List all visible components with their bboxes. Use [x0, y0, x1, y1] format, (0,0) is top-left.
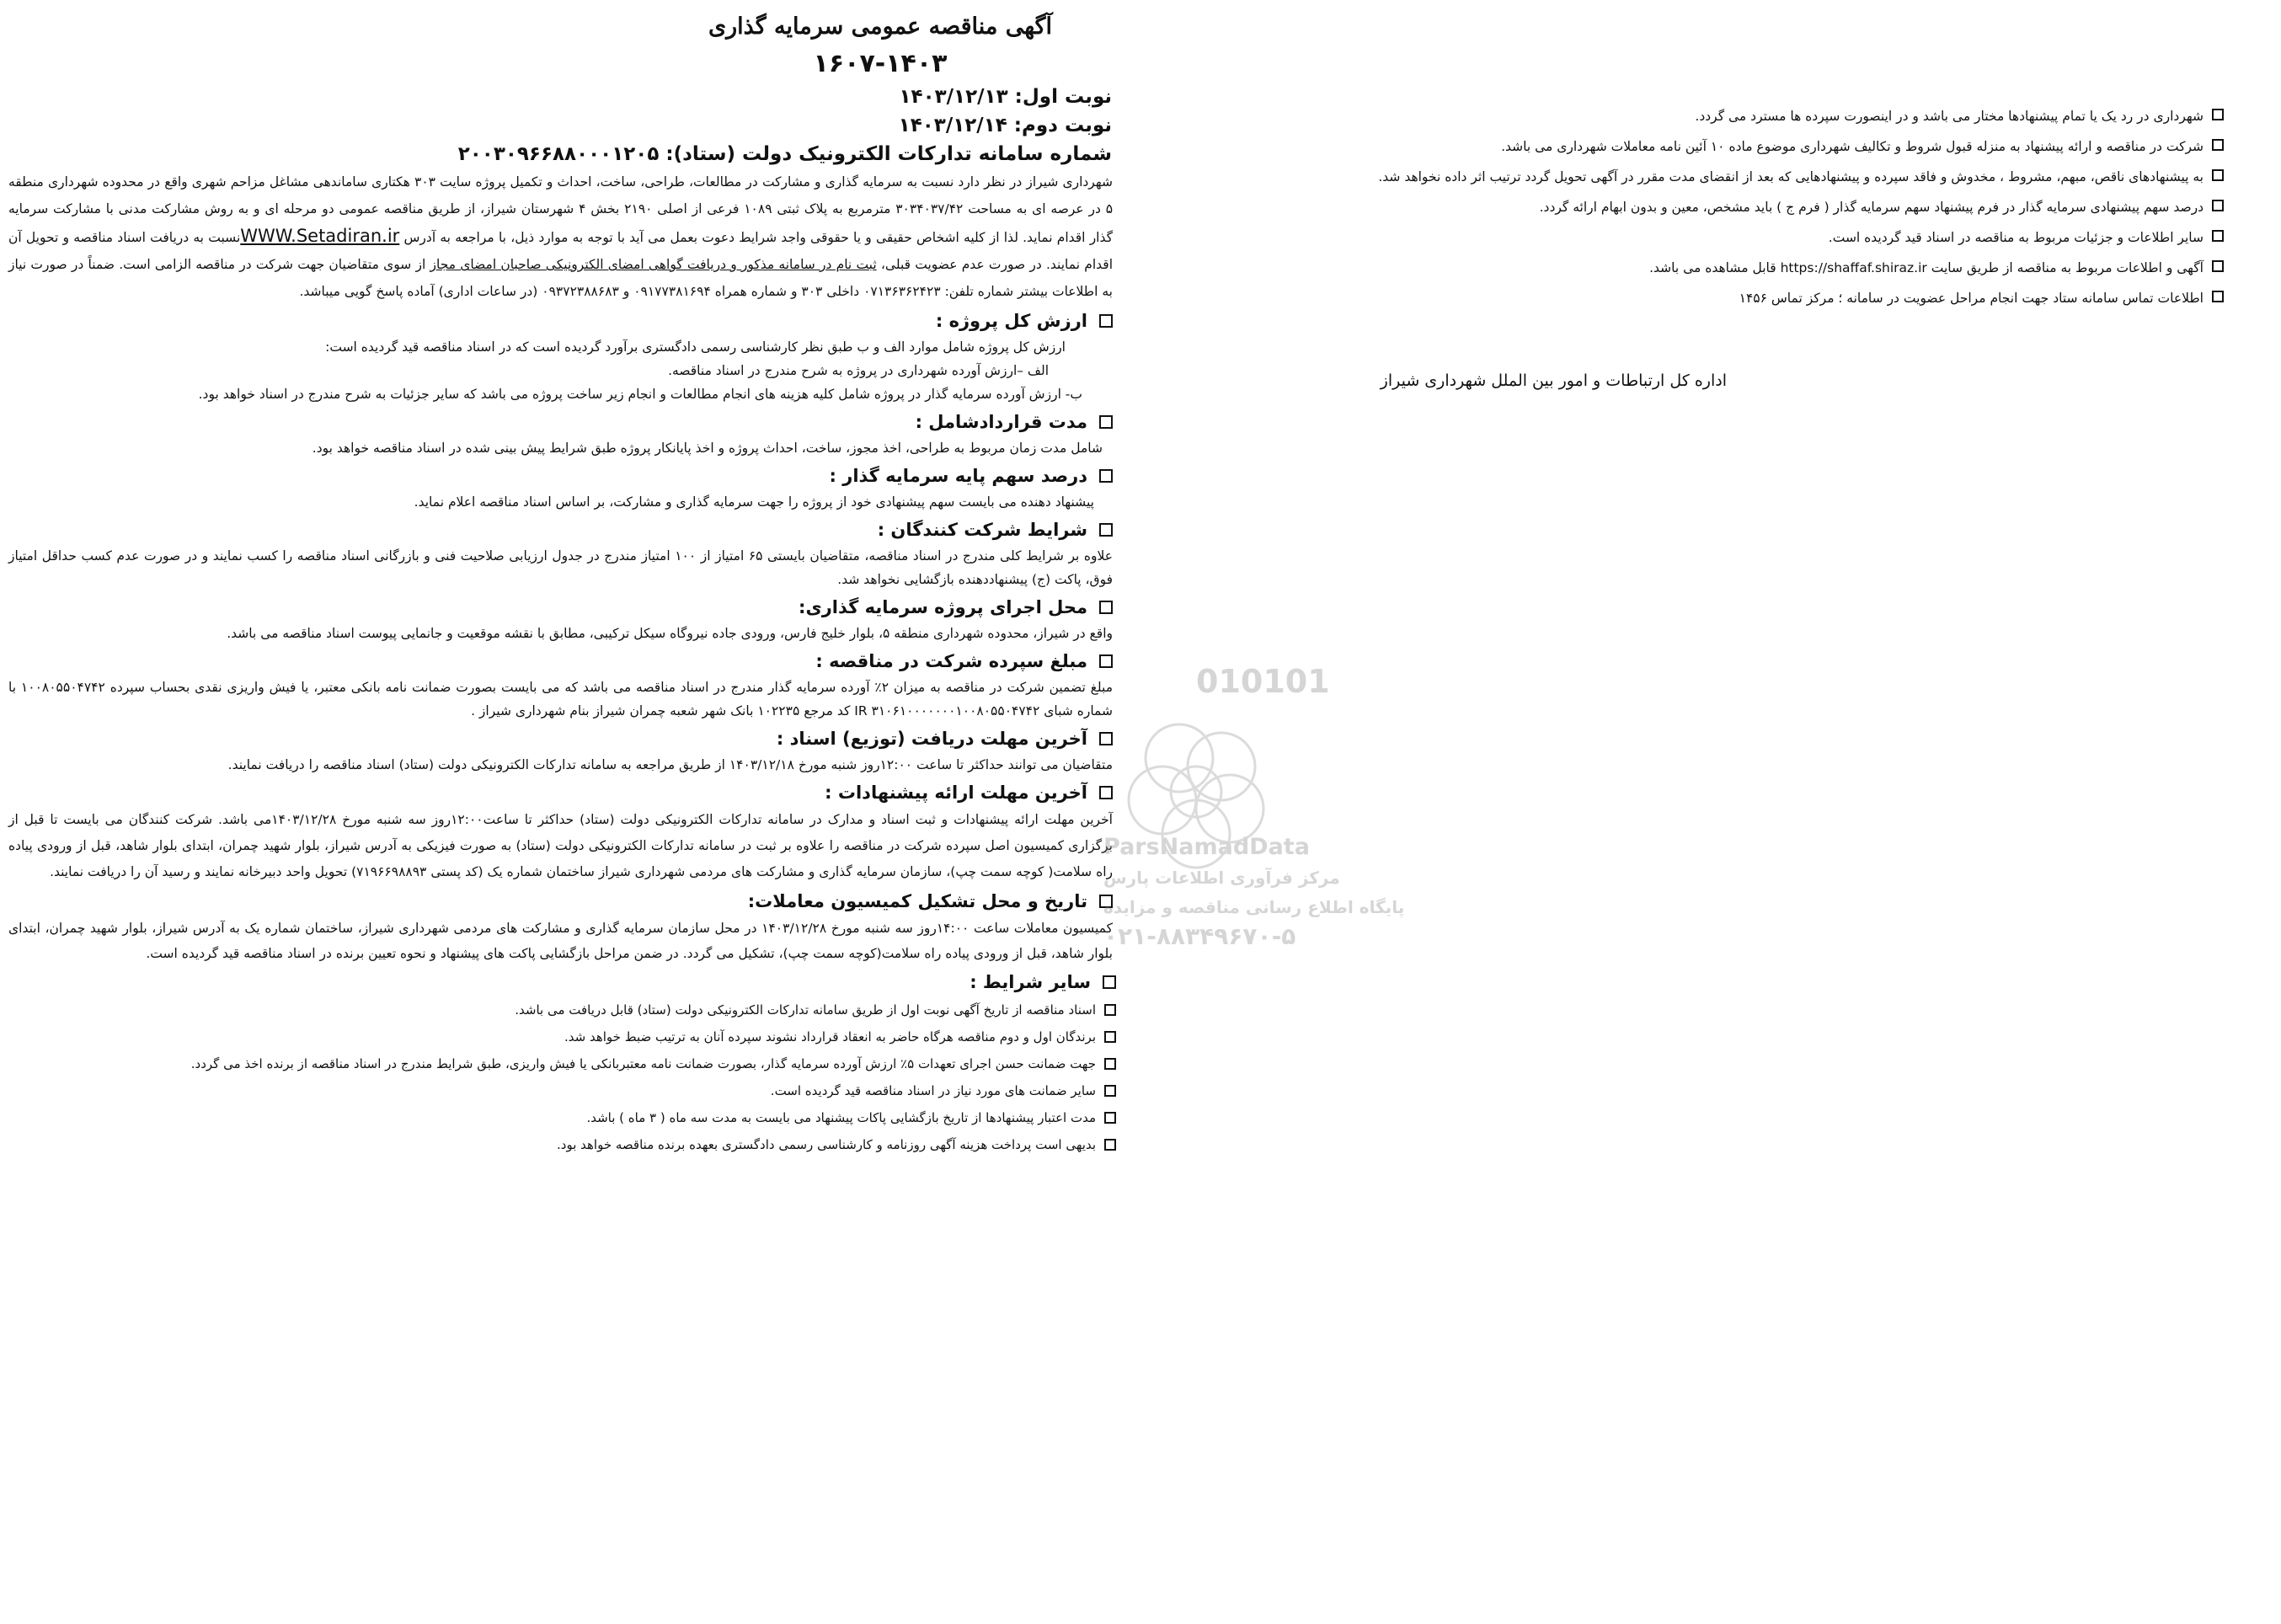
section-body: مبلغ تضمین شرکت در مناقصه به میزان ۲٪ آورده سرمایه گذار مندرج در اسناد مناقصه می باشد که می بایست بصورت ضمانت نامه بانکی معتبر، یا فیش واریزی نقدی بحساب سپرده ۱۰۰۸۰۵۵۰۴۷۴۲ با شماره شبای IR ۳۱۰۶۱۰۰۰۰۰۰۰۱۰۰۸۰۵۵۰۴۷۴۲ کد مرجع ۱۰۲۲۳۵ بانک شهر شعبه چمران شیراز بنام شهرداری شیراز . — [8, 680, 1114, 719]
setad-number: شماره سامانه تدارکات الکترونیک دولت (ستاد): ۲۰۰۳۰۹۶۶۸۸۰۰۰۱۲۰۵ — [457, 143, 1112, 165]
intro-paragraph — [8, 168, 1116, 305]
body-line: ارزش کل پروژه شامل موارد الف و ب طبق نظر کارشناسی رسمی دادگستری برآورد گردیده است که در اسناد مناقصه قید گردیده است: — [325, 339, 1066, 355]
watermark-brand: ParsNamadData — [1103, 834, 1310, 860]
checkbox-icon — [1099, 523, 1113, 537]
other-conditions-list — [8, 996, 1116, 1158]
checkbox-icon — [2212, 291, 2224, 302]
list-item-text: اسناد مناقصه از تاریخ آگهی نوبت اول از طریق سامانه تدارکات الکترونیکی دولت (ستاد) قابل دریافت می باشد. — [515, 1002, 1096, 1018]
checkbox-icon — [1099, 314, 1113, 328]
section-conditions — [8, 516, 1116, 591]
heading-text: ارزش کل پروژه : — [935, 311, 1087, 331]
list-item-text: جهت ضمانت حسن اجرای تعهدات ۵٪ ارزش آورده سرمایه گذار، بصورت ضمانت نامه معتبربانکی یا فیش واریزی، طبق شرایط مندرج در اسناد مناقصه از برنده اخذ می گردد. — [190, 1056, 1096, 1071]
list-item — [1120, 253, 2224, 283]
section-heading — [8, 462, 1116, 490]
section-heading — [8, 647, 1116, 676]
watermark-phone: ۰۲۱-۸۸۳۴۹۶۷۰-۵ — [1103, 922, 1296, 950]
note-text: آگهی و اطلاعات مربوط به مناقصه از طریق سایت https://shaffaf.shiraz.ir قابل مشاهده می باشد. — [1649, 260, 2204, 275]
note-text: اطلاعات تماس سامانه ستاد جهت انجام مراحل عضویت در سامانه ؛ مرکز تماس ۱۴۵۶ — [1739, 291, 2204, 306]
note-text: سایر اطلاعات و جزئیات مربوط به مناقصه در اسناد قید گردیده است. — [1828, 230, 2204, 245]
section-body: آخرین مهلت ارائه پیشنهادات و ثبت اسناد و مدارک در سامانه تدارکات الکترونیکی دولت (ستاد) حداکثر تا ساعت۱۲:۰۰روز سه شنبه مورخ ۱۴۰۳/۱۲/۲۸می باشد. شرکت کنندگان می بایست تا قبل از برگزاری کمیسیون اصل سپرده شرکت در مناقصه را علاوه بر ثبت در سامانه تدارکات الکترونیکی دولت (ستاد) به صورت فیزیکی به آدرس شیراز، بلوار شهید چمران، ابتدای بلوار شاهد، قبل از ورودی پیاده راه سلامت( کوچه سمت چپ)، سازمان سرمایه گذاری و مشارکت های مردمی شهرداری شیراز ساختمان شماره یک (کد پستی ۷۱۹۶۶۹۸۸۹۳) تحویل واحد دبیرخانه نمایند و رسید آن را دریافت نمایند. — [8, 812, 1113, 879]
section-body: علاوه بر شرایط کلی مندرج در اسناد مناقصه، متقاضیان بایستی ۶۵ امتیاز از ۱۰۰ امتیاز مندرج در جدول ارزیابی صلاحیت فنی و بازرگانی اسناد مناقصه را کسب نمایند و در صورت عدم کسب حداقل امتیاز فوق، پاکت (ج) پیشنهاددهنده بازگشایی نخواهد شد. — [8, 548, 1113, 587]
section-receive — [8, 724, 1116, 777]
intro-text-3: از سوی متقاضیان جهت شرکت در مناقصه الزامی است. ضمناً در صورت نیاز به اطلاعات بیشتر شماره تلفن: ۰۷۱۳۶۳۶۲۴۲۳ داخلی ۳۰۳ و شماره همراه ۰۹۱۷۷۳۸۱۶۹۴ و ۰۹۳۷۲۳۸۸۶۸۳ (در ساعات اداری) آماده پاسخ گویی میباشد. — [8, 257, 1113, 299]
checkbox-icon — [1099, 415, 1113, 429]
list-item — [8, 1131, 1116, 1158]
notes-column — [1120, 101, 2224, 393]
section-share — [8, 462, 1116, 514]
section-heading — [8, 968, 1116, 996]
note-text: شهرداری در رد یک یا تمام پیشنهادها مختار می باشد و در اینصورت سپرده ها مسترد می گردد. — [1695, 109, 2204, 124]
list-item — [8, 1023, 1116, 1050]
setadiran-link[interactable]: WWW.Setadiran.ir — [240, 226, 400, 246]
list-item — [1120, 283, 2224, 313]
note-text: درصد سهم پیشنهادی سرمایه گذار در فرم پیشنهاد سهم سرمایه گذار ( فرم ج ) باید مشخص، معین و بدون ابهام ارائه گردد. — [1539, 200, 2204, 215]
list-item — [1120, 192, 2224, 222]
list-item — [8, 1104, 1116, 1131]
checkbox-icon — [1104, 1004, 1116, 1016]
section-heading — [8, 307, 1116, 335]
checkbox-icon — [1104, 1058, 1116, 1070]
section-duration — [8, 408, 1116, 460]
heading-text: آخرین مهلت دریافت (توزیع) اسناد : — [776, 729, 1087, 749]
main-column — [8, 8, 1116, 1158]
list-item-text: سایر ضمانت های مورد نیاز در اسناد مناقصه قید گردیده است. — [770, 1083, 1096, 1098]
section-commission — [8, 887, 1116, 966]
notes-list — [1120, 101, 2224, 313]
section-value — [8, 307, 1116, 406]
section-body — [8, 335, 1116, 406]
checkbox-icon — [1104, 1031, 1116, 1043]
checkbox-icon — [1104, 1112, 1116, 1124]
checkbox-icon — [2212, 109, 2224, 120]
checkbox-icon — [2212, 200, 2224, 211]
checkbox-icon — [2212, 230, 2224, 242]
checkbox-icon — [1099, 601, 1113, 614]
section-submit — [8, 778, 1116, 885]
checkbox-icon — [1103, 975, 1116, 989]
intro-underline: ثبت نام در سامانه مذکور و دریافت گواهی امضای الکترونیکی صاحبان امضای مجاز — [430, 257, 877, 272]
checkbox-icon — [1104, 1085, 1116, 1097]
list-item — [8, 996, 1116, 1023]
watermark-line1: مرکز فرآوری اطلاعات پارس — [1103, 868, 1340, 888]
heading-text: تاریخ و محل تشکیل کمیسیون معاملات: — [747, 891, 1087, 911]
body-line: ب- ارزش آورده سرمایه گذار در پروژه شامل کلیه هزینه های انجام مطالعات و انجام زیر ساخت پروژه می باشد که سایر جزئیات به شرح مندرج در اسناد خواهد بود. — [198, 387, 1082, 402]
checkbox-icon — [1104, 1139, 1116, 1151]
tender-code: ۱۶۰۷-۱۴۰۳ — [813, 49, 948, 78]
section-heading — [8, 724, 1116, 753]
page-title: آگهی مناقصه عمومی سرمایه گذاری — [708, 13, 1053, 40]
section-body: کمیسیون معاملات ساعت ۱۴:۰۰روز سه شنبه مورخ ۱۴۰۳/۱۲/۲۸ در محل سازمان سرمایه گذاری و مشارکت های مردمی شهرداری شیراز، ساختمان شماره یک به آدرس شیراز، بلوار شهید چمران، ابتدای بلوار شاهد، قبل از ورودی پیاده راه سلامت(کوچه سمت چپ)، تشکیل می گردد. در ضمن مراحل بازگشایی پاکت های پیشنهاد و نحوه تعیین برنده در اسناد مناقصه قید گردیده است. — [8, 921, 1113, 961]
heading-text: محل اجرای پروژه سرمایه گذاری: — [799, 597, 1087, 617]
intro-text-1: شهرداری شیراز در نظر دارد نسبت به سرمایه گذاری و مشارکت در مطالعات، طراحی، ساخت، احداث و تکمیل پروژه سایت ۳۰۳ هکتاری ساماندهی مشاغل مزاحم شهری واقع در محدوده شهرداری منطقه ۵ در عرصه ای به مساحت ۳۰۳۴۰۳۷/۴۲ مترمربع به پلاک ثبتی ۱۰۸۹ فرعی از اصلی ۲۱۹۰ بخش ۴ شهرستان شیراز، از طریق مناقصه عمومی دو مرحله ای و به روش مشارکت مدنی با مشارکت سرمایه گذار اقدام نماید. لذا از کلیه اشخاص حقیقی و یا حقوقی واجد شرایط دعوت بعمل می آید با توجه به موارد ذیل، با مراجعه به آدرس — [8, 174, 1114, 245]
list-item — [1120, 101, 2224, 131]
checkbox-icon — [2212, 260, 2224, 272]
section-location — [8, 593, 1116, 645]
publisher-credit: اداره کل ارتباطات و امور بین الملل شهرداری شیراز — [1380, 371, 1727, 390]
heading-text: مدت قراردادشامل : — [915, 412, 1087, 432]
section-other — [8, 968, 1116, 1158]
list-item-text: بدیهی است پرداخت هزینه آگهی روزنامه و کارشناسی رسمی دادگستری بعهده برنده مناقصه خواهد بود. — [557, 1137, 1096, 1152]
section-heading — [8, 778, 1116, 807]
checkbox-icon — [1099, 469, 1113, 483]
list-item — [1120, 162, 2224, 192]
section-heading — [8, 408, 1116, 436]
checkbox-icon — [2212, 139, 2224, 151]
heading-text: مبلغ سپرده شرکت در مناقصه : — [815, 651, 1087, 671]
checkbox-icon — [2212, 169, 2224, 181]
heading-text: شرایط شرکت کنندگان : — [877, 520, 1087, 540]
list-item — [8, 1077, 1116, 1104]
list-item — [8, 1050, 1116, 1077]
heading-text: سایر شرایط : — [970, 972, 1091, 992]
list-item-text: برندگان اول و دوم مناقصه هرگاه حاضر به انعقاد قرارداد نشوند سپرده آنان به ترتیب ضبط خواهد شد. — [564, 1029, 1096, 1044]
section-body: واقع در شیراز، محدوده شهرداری منطقه ۵، بلوار خلیج فارس، ورودی جاده نیروگاه سیکل ترکیبی، مطابق با نقشه موقعیت و جانمایی پیوست اسناد مناقصه می باشد. — [227, 626, 1113, 641]
list-item-text: مدت اعتبار پیشنهادها از تاریخ بازگشایی پاکات پیشنهاد می بایست به مدت سه ماه ( ۳ ماه ) باشد. — [586, 1110, 1096, 1125]
second-notice: نوبت دوم: ۱۴۰۳/۱۲/۱۴ — [898, 115, 1112, 136]
section-heading — [8, 516, 1116, 544]
note-text: به پیشنهادهای ناقص، مبهم، مشروط ، مخدوش و فاقد سپرده و پیشنهادهایی که بعد از انقضای مدت مقرر در آگهی تحویل گردد ترتیب اثر داده نخواهد شد. — [1378, 169, 2204, 184]
section-heading — [8, 887, 1116, 916]
section-heading — [8, 593, 1116, 622]
intro-text-2: نسبت به دریافت اسناد مناقصه و تحویل آن اقدام نمایند. در صورت عدم عضویت قبلی، — [8, 230, 1114, 272]
watermark-binary: 010101 — [1196, 663, 1330, 700]
body-line: الف –ارزش آورده شهرداری در پروژه به شرح مندرج در اسناد مناقصه. — [668, 363, 1049, 378]
section-deposit — [8, 647, 1116, 723]
watermark-line2: پایگاه اطلاع رسانی مناقصه و مزایده — [1103, 897, 1405, 917]
list-item — [1120, 131, 2224, 162]
note-text: شرکت در مناقصه و ارائه پیشنهاد به منزله قبول شروط و تکالیف شهرداری موضوع ماده ۱۰ آئین نامه معاملات شهرداری می باشد. — [1501, 139, 2204, 154]
list-item — [1120, 222, 2224, 253]
parsnamad-watermark — [1070, 663, 1405, 969]
title-block — [644, 8, 1116, 83]
section-body: پیشنهاد دهنده می بایست سهم پیشنهادی خود از پروژه را جهت سرمایه گذاری و مشارکت، بر اساس اسناد مناقصه اعلام نماید. — [414, 494, 1094, 510]
first-notice: نوبت اول: ۱۴۰۳/۱۲/۱۳ — [899, 86, 1112, 108]
section-body: متقاضیان می توانند حداکثر تا ساعت ۱۲:۰۰روز شنبه مورخ ۱۴۰۳/۱۲/۱۸ از طریق مراجعه به سامانه تدارکات الکترونیکی دولت (ستاد) اسناد مناقصه را دریافت نمایند. — [227, 757, 1113, 772]
section-body: شامل مدت زمان مربوط به طراحی، اخذ مجوز، ساخت، احداث پروژه و اخذ پایانکار پروژه طبق شرایط پیش بینی شده در اسناد مناقصه خواهد بود. — [312, 441, 1103, 456]
heading-text: درصد سهم پایه سرمایه گذار : — [829, 466, 1087, 486]
heading-text: آخرین مهلت ارائه پیشنهادات : — [825, 783, 1087, 803]
